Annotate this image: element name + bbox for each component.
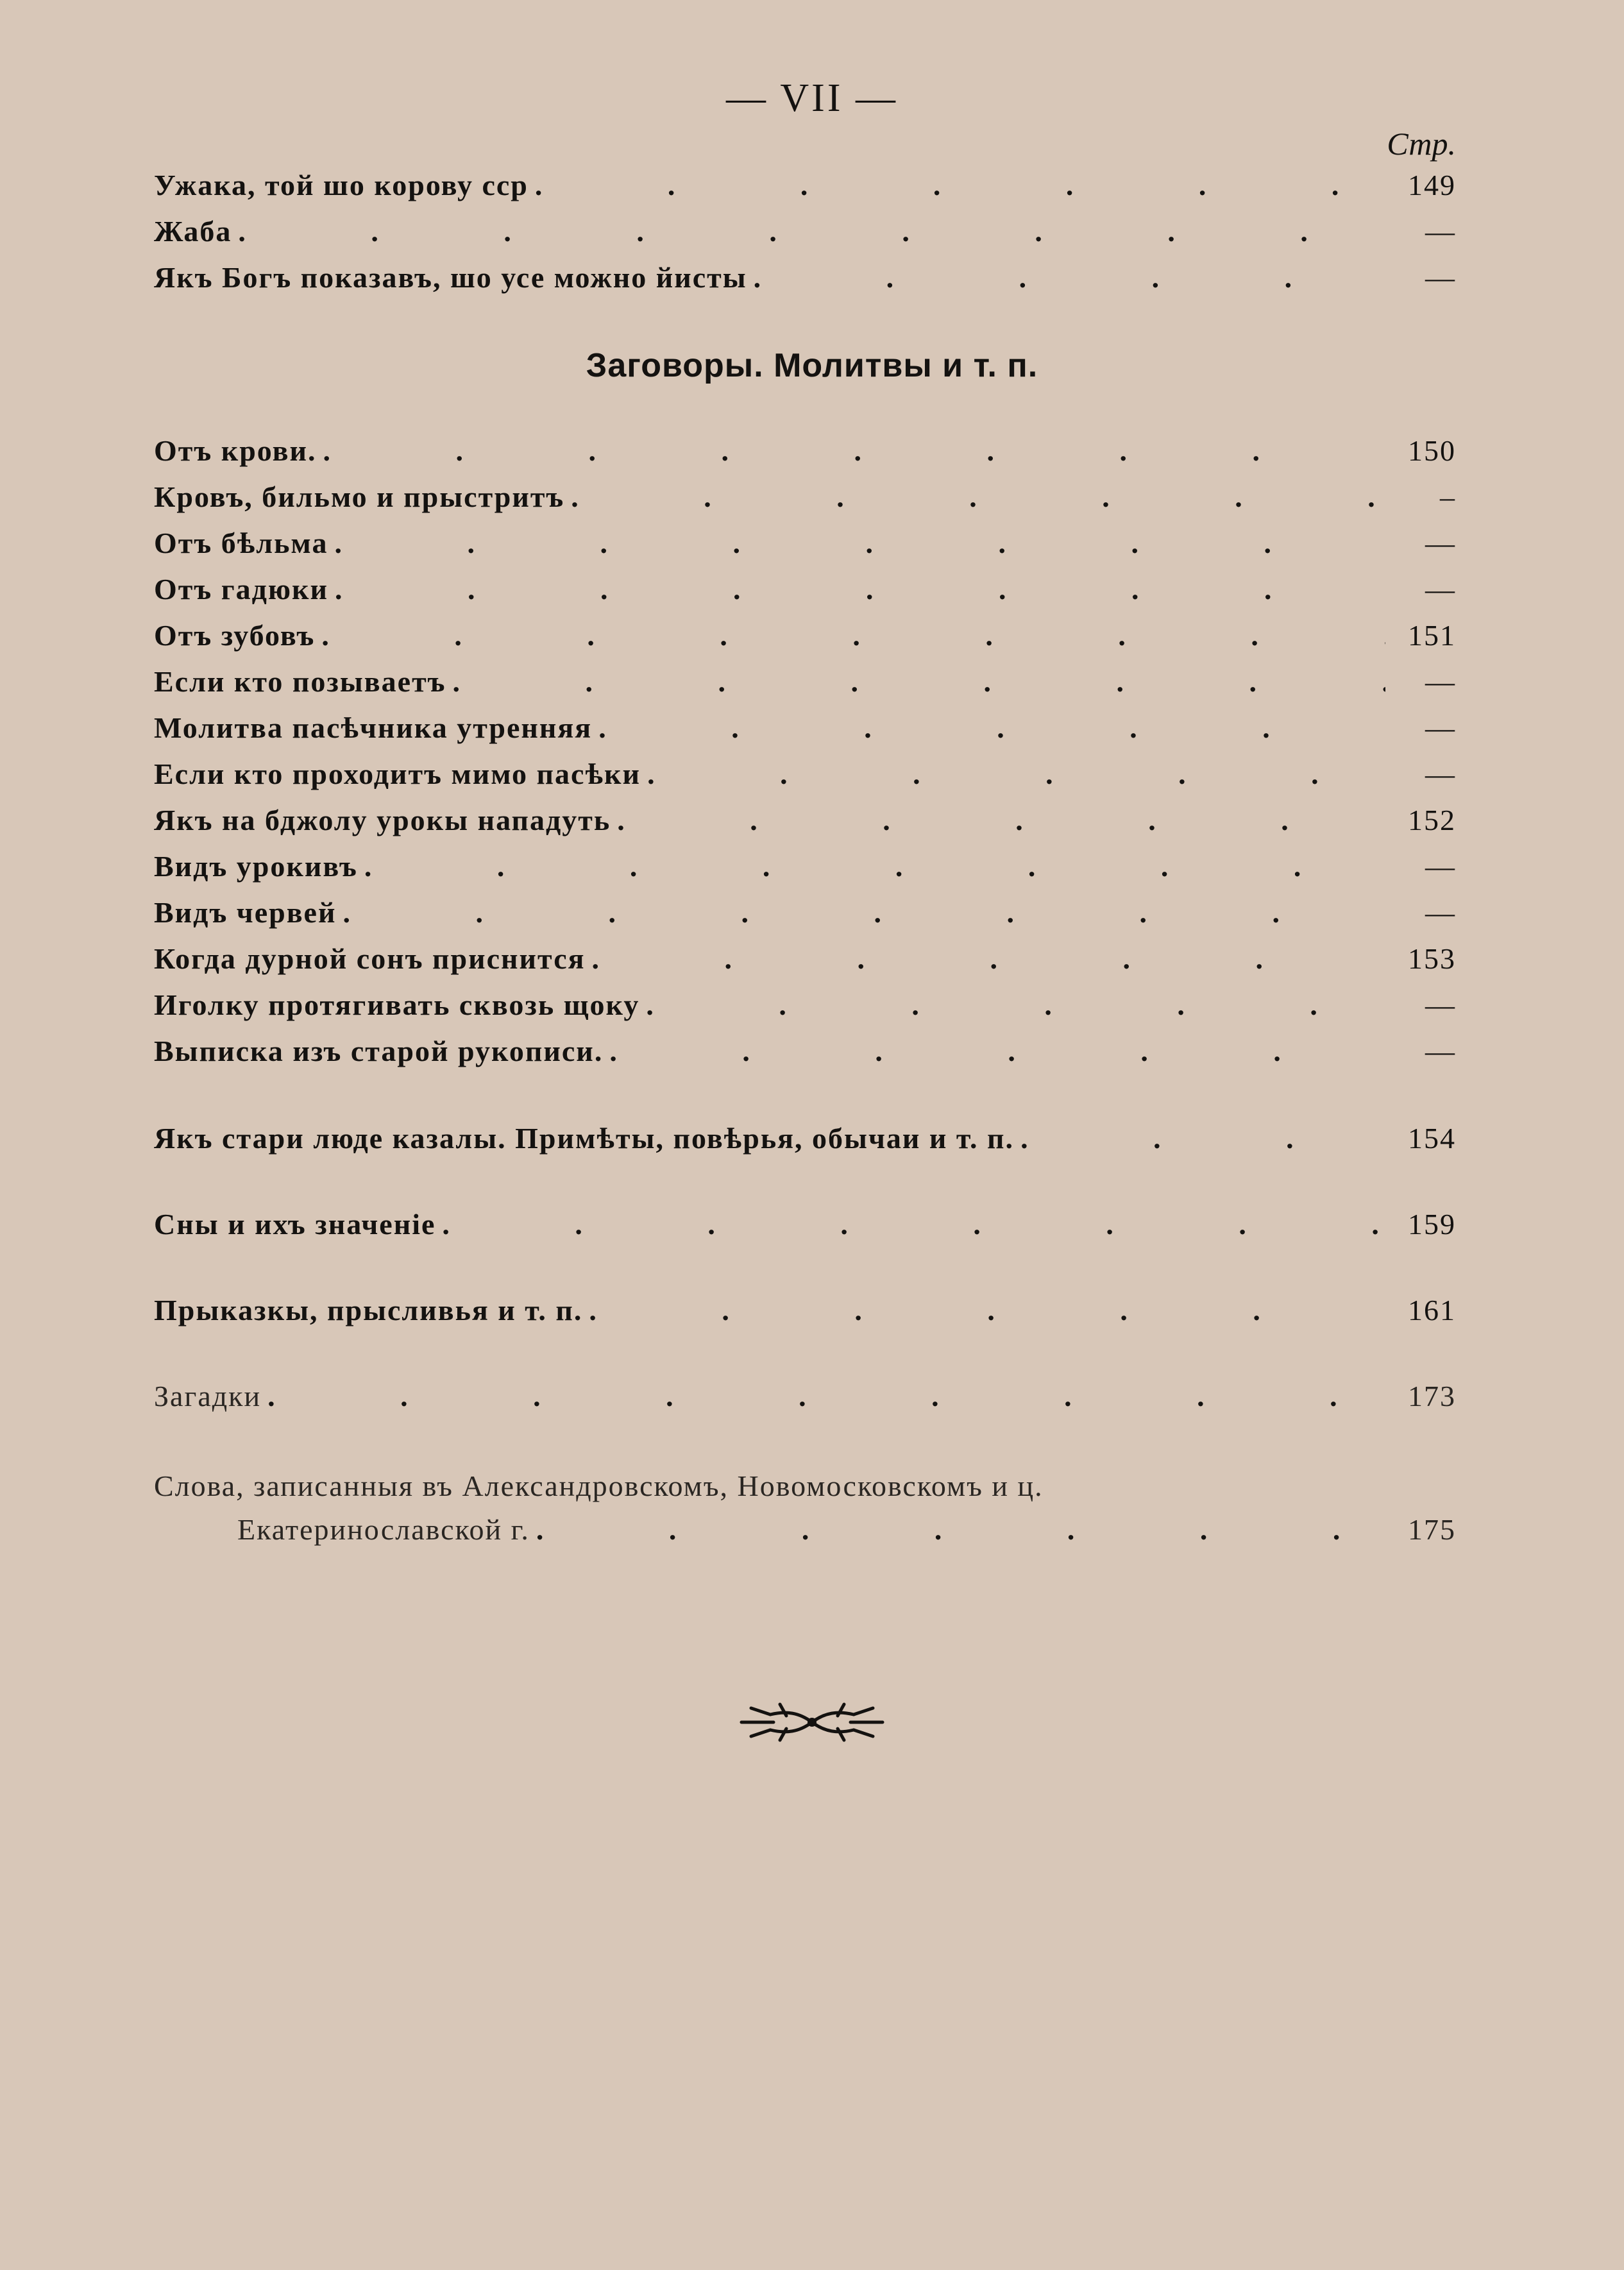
toc-entry-title: Якъ на бджолу урокы нападуть	[154, 804, 611, 836]
toc-entry	[154, 618, 1456, 659]
dot-leader	[589, 1293, 1385, 1327]
toc-entry-line2	[237, 1512, 1456, 1554]
toc-entry-page: 151	[1408, 619, 1456, 652]
toc-entry-title: Молитва пасѣчника утренняя	[154, 711, 593, 744]
toc-entry-title: Екатеринославской г.	[237, 1513, 530, 1546]
toc-entry	[154, 1207, 1456, 1248]
dot-leader	[598, 711, 1385, 745]
dot-leader	[535, 168, 1385, 202]
dot-leader	[267, 1379, 1385, 1413]
toc-entry-title: Отъ зубовъ	[154, 619, 316, 652]
toc-entry-page: 173	[1408, 1380, 1456, 1412]
toc-entry-page: —	[1425, 215, 1456, 248]
dot-leader	[536, 1512, 1385, 1546]
dot-leader	[335, 572, 1385, 606]
toc-entry	[154, 434, 1456, 475]
toc-entry	[154, 1293, 1456, 1334]
dot-leader	[323, 434, 1385, 468]
toc-entry-title: Отъ бѣльма	[154, 527, 328, 559]
toc-entry-page: 161	[1408, 1294, 1456, 1326]
toc-entry	[154, 572, 1456, 613]
toc-entry-page: —	[1425, 758, 1456, 790]
toc-entry-title: Если кто позываетъ	[154, 665, 446, 698]
dot-leader	[1020, 1121, 1385, 1155]
toc-entry-page: —	[1425, 896, 1456, 929]
toc-entry	[154, 988, 1456, 1029]
toc-entry-page: —	[1425, 573, 1456, 606]
toc-entry-page: —	[1425, 665, 1456, 698]
toc-entry	[154, 942, 1456, 983]
toc-entry-page: 175	[1408, 1513, 1456, 1546]
toc-entry	[154, 1034, 1456, 1075]
toc-entry	[154, 849, 1456, 890]
toc-entry-line1	[154, 1469, 1456, 1510]
toc-entry-page: 149	[1408, 169, 1456, 201]
toc-entry-title: Если кто проходитъ мимо пасѣки	[154, 758, 641, 790]
toc-entry-title: Ужака, той шо корову сср	[154, 169, 529, 201]
toc-entry-page: 152	[1408, 804, 1456, 836]
dot-leader	[238, 214, 1385, 248]
toc-entry	[154, 1379, 1456, 1420]
toc-entry-page: —	[1425, 261, 1456, 294]
toc-entry	[154, 214, 1456, 255]
toc-entry-title: Жаба	[154, 215, 232, 248]
dot-leader	[592, 942, 1385, 976]
dot-leader	[321, 618, 1385, 652]
toc-entry	[154, 1121, 1456, 1162]
toc-entry-title: Кровъ, бильмо и прыстритъ	[154, 480, 565, 513]
toc-entry-title: Загадки	[154, 1380, 262, 1412]
toc-entry-page: –	[1440, 480, 1456, 513]
toc-entry-title: Сны и ихъ значеніе	[154, 1208, 436, 1241]
dot-leader	[442, 1207, 1385, 1241]
dot-leader	[646, 988, 1385, 1022]
toc-entry-page: 159	[1408, 1208, 1456, 1241]
toc-entry-title: Якъ стари люде казалы. Примѣты, повѣрья, обычаи и т. п.	[154, 1122, 1015, 1155]
toc-entry	[154, 803, 1456, 844]
ornament-icon	[735, 1697, 889, 1748]
toc-entry	[154, 526, 1456, 567]
toc-entry-page: —	[1425, 988, 1456, 1021]
dot-leader	[571, 480, 1385, 514]
toc-entry-title: Когда дурной сонъ приснится	[154, 942, 586, 975]
toc-entry-page: —	[1425, 527, 1456, 559]
dot-leader	[609, 1034, 1385, 1068]
dot-leader	[647, 757, 1385, 791]
toc-entry-title: Отъ гадюки	[154, 573, 329, 606]
toc-entry-page: —	[1425, 850, 1456, 883]
toc-entry-title: Прыказкы, прысливья и т. п.	[154, 1294, 583, 1326]
dot-leader	[334, 526, 1385, 560]
toc-entry	[154, 260, 1456, 301]
column-header: Стр.	[1387, 126, 1456, 162]
toc-entry-title: Иголку протягивать сквозь щоку	[154, 988, 640, 1021]
dot-leader	[754, 260, 1385, 294]
toc-entry	[154, 757, 1456, 798]
toc-entry	[154, 711, 1456, 752]
toc-entry-page: 153	[1408, 942, 1456, 975]
toc-entry-page: 154	[1408, 1122, 1456, 1155]
toc-entry-title: Видъ червей	[154, 896, 337, 929]
toc-entry	[154, 480, 1456, 521]
toc-entry-title: Видъ урокивъ	[154, 850, 358, 883]
toc-entry-page: —	[1425, 1035, 1456, 1067]
toc-entry	[154, 665, 1456, 706]
toc-entry-page: 150	[1408, 434, 1456, 467]
toc-entry-page: —	[1425, 711, 1456, 744]
dot-leader	[364, 849, 1385, 883]
toc-entry-title: Отъ крови.	[154, 434, 317, 467]
dot-leader	[452, 665, 1385, 699]
dot-leader	[617, 803, 1385, 837]
toc-entry-title: Слова, записанныя въ Александровскомъ, Новомосковскомъ и ц.	[154, 1470, 1044, 1502]
toc-entry	[154, 168, 1456, 209]
section-heading: Заговоры. Молитвы и т. п.	[586, 347, 1038, 384]
toc-entry	[154, 895, 1456, 936]
dot-leader	[343, 895, 1385, 929]
toc-entry-title: Якъ Богъ показавъ, шо усе можно йисты	[154, 261, 747, 294]
toc-entry-title: Выписка изъ старой рукописи.	[154, 1035, 604, 1067]
page-number: — VII —	[726, 76, 898, 120]
